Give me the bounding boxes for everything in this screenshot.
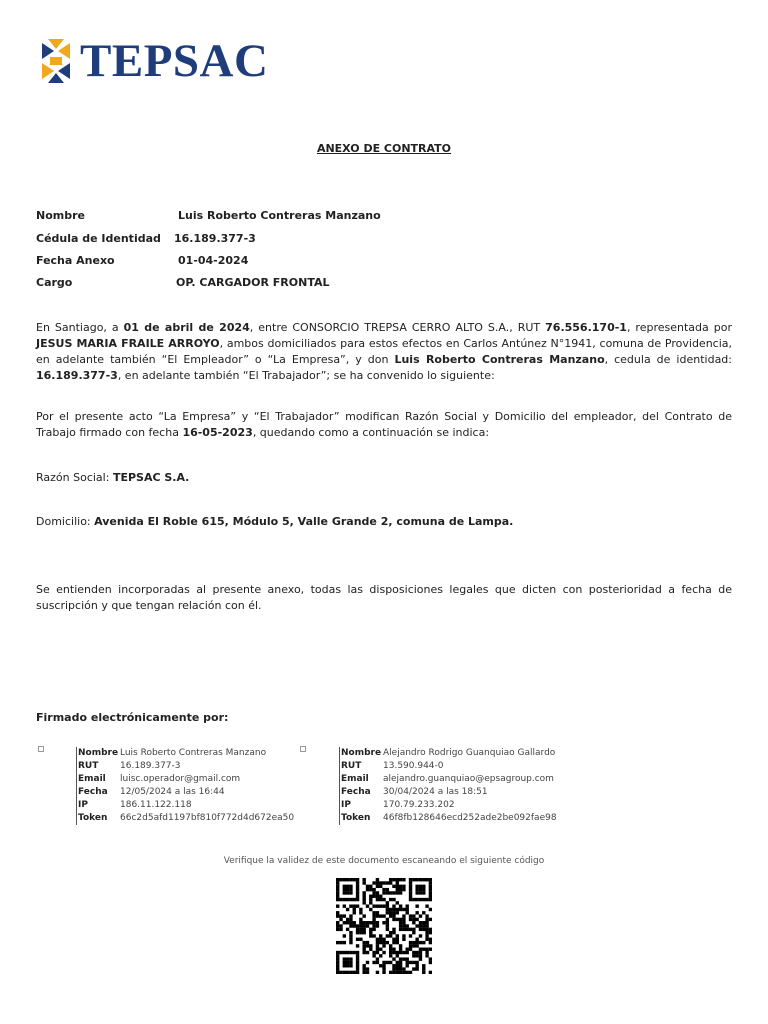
worker-id: 16.189.377-3 <box>36 369 118 382</box>
sig-value: 16.189.377-3 <box>120 761 181 771</box>
sig-value: 186.11.122.118 <box>120 800 192 810</box>
sig-key: IP <box>78 800 88 810</box>
signature-row <box>341 786 557 799</box>
date: 01 de abril de 2024 <box>123 321 250 334</box>
field-value: 16.189.377-3 <box>174 232 256 245</box>
sig-key: Email <box>78 774 106 784</box>
signature-row <box>341 812 557 825</box>
company-logo <box>36 36 268 86</box>
sig-key: Fecha <box>341 787 371 797</box>
representative-name: JESUS MARIA FRAILE ARROYO <box>36 337 220 350</box>
employer-rut: 76.556.170-1 <box>545 321 627 334</box>
sig-value: 12/05/2024 a las 16:44 <box>120 787 225 797</box>
text: En Santiago, a <box>36 321 124 334</box>
field-label: Fecha Anexo <box>36 254 115 267</box>
paragraph-dispositions: Se entienden incorporadas al presente anexo, todas las disposiciones legales que dicten con posterioridad a fecha de suscripción y que tengan relación con él. <box>36 583 732 612</box>
signature-row <box>78 786 294 799</box>
text: , en adelante también “El Trabajador”; se ha convenido lo siguiente: <box>117 369 495 382</box>
signature-row <box>341 773 557 786</box>
field-value: OP. CARGADOR FRONTAL <box>176 276 330 289</box>
text: , entre CONSORCIO TREPSA CERRO ALTO S.A., RUT <box>249 321 546 334</box>
sig-value: 30/04/2024 a las 18:51 <box>383 787 488 797</box>
contract-date: 16-05-2023 <box>182 426 253 439</box>
sig-key: Email <box>341 774 369 784</box>
field-value: 01-04-2024 <box>178 254 249 267</box>
field-label: Cargo <box>36 276 73 289</box>
signature-image-placeholder-icon <box>38 746 44 752</box>
signature-row <box>78 812 294 825</box>
sig-key: Nombre <box>341 748 382 758</box>
worker-name: Luis Roberto Contreras Manzano <box>394 353 605 366</box>
signature-row <box>78 747 294 760</box>
sig-value: 46f8fb128646ecd252ade2be092fae98 <box>383 813 557 823</box>
signature-row <box>78 799 294 812</box>
paragraph-parties <box>36 320 732 384</box>
sig-value: luisc.operador@gmail.com <box>120 774 241 784</box>
signature-row <box>78 760 294 773</box>
tepsac-logo-icon <box>36 37 76 85</box>
logo-text: TEPSAC <box>80 34 269 87</box>
razon-social-value: TEPSAC S.A. <box>112 471 190 484</box>
sig-key: RUT <box>78 761 99 771</box>
signature-block-2 <box>339 747 557 825</box>
signature-row <box>78 773 294 786</box>
paragraph-modification <box>36 409 732 441</box>
domicilio <box>36 514 732 530</box>
sig-value: alejandro.guanquiao@epsagroup.com <box>383 774 554 784</box>
text: , quedando como a continuación se indica: <box>252 426 490 439</box>
signature-row <box>341 799 557 812</box>
text: Por el presente acto “La Empresa” y “El Trabajador” modifican Razón Social y Domicilio del empleador, del Contrato de Trabajo firmado con fecha <box>36 410 732 439</box>
sig-key: Token <box>341 813 371 823</box>
sig-key: Nombre <box>78 748 119 758</box>
sig-value: Luis Roberto Contreras Manzano <box>120 748 267 758</box>
razon-social-label: Razón Social: <box>36 471 113 484</box>
domicilio-value: Avenida El Roble 615, Módulo 5, Valle Grande 2, comuna de Lampa. <box>94 515 514 528</box>
text: , cedula de identidad: <box>604 353 732 366</box>
text: , representada por <box>626 321 732 334</box>
razon-social <box>36 470 732 486</box>
text: , ambos domiciliados para estos efectos en Carlos Antúnez N°1941, comuna de Providencia, en adelante también “El Empleador” o “La Empresa”, y don <box>36 337 733 366</box>
verify-text: Verifique la validez de este documento escaneando el siguiente código <box>223 856 545 866</box>
sig-key: Fecha <box>78 787 108 797</box>
domicilio-label: Domicilio: <box>36 515 95 528</box>
sig-value: 66c2d5afd1197bf810f772d4d672ea50 <box>120 813 295 823</box>
signature-image-placeholder-icon <box>300 746 306 752</box>
field-label: Nombre <box>36 209 85 222</box>
document-title: ANEXO DE CONTRATO <box>316 142 452 155</box>
sig-value: Alejandro Rodrigo Guanquiao Gallardo <box>383 748 556 758</box>
signature-row <box>341 747 557 760</box>
sig-key: RUT <box>341 761 362 771</box>
field-label: Cédula de Identidad <box>36 232 161 245</box>
qr-code-graphic <box>336 878 432 974</box>
signed-by-heading: Firmado electrónicamente por: <box>36 711 229 724</box>
qr-code-icon[interactable] <box>336 878 432 974</box>
sig-key: Token <box>78 813 108 823</box>
signature-row <box>341 760 557 773</box>
sig-key: IP <box>341 800 351 810</box>
signature-block-1 <box>76 747 294 825</box>
field-value: Luis Roberto Contreras Manzano <box>178 209 381 222</box>
sig-value: 170.79.233.202 <box>383 800 455 810</box>
sig-value: 13.590.944-0 <box>383 761 444 771</box>
